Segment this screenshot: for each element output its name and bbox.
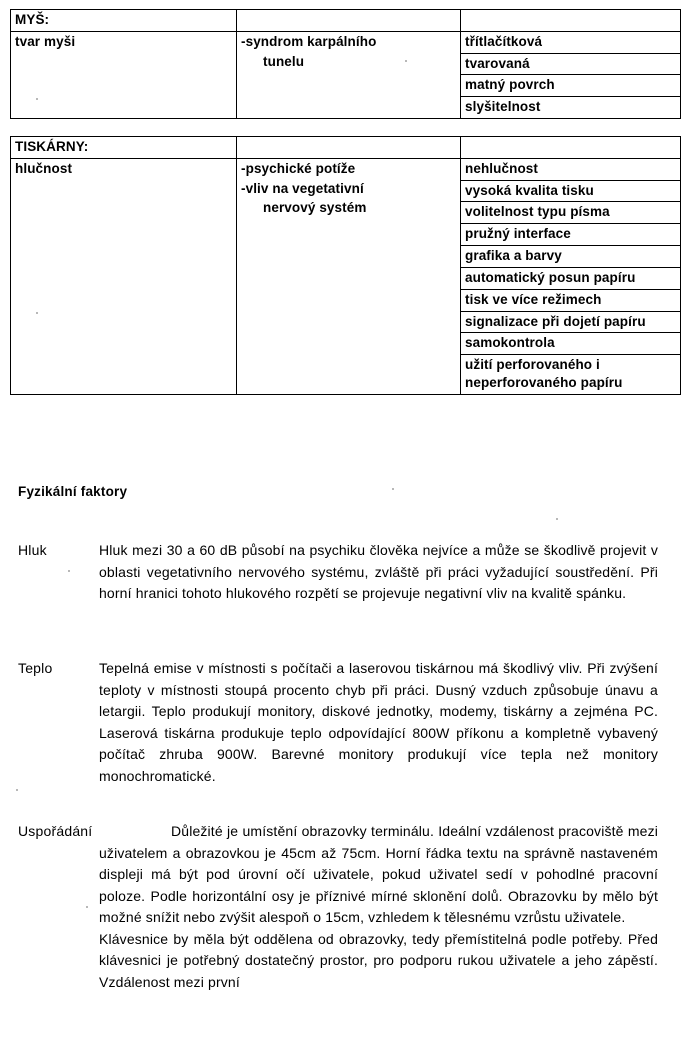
scan-speck: [16, 789, 18, 791]
mys-header-blank-effects: [237, 10, 461, 32]
paragraph-text-continued: Klávesnice by měla být oddělena od obrazovky, tedy přemístitelná podle potřeby. Před klávesnici je potřebný dostatečný prostor, pro podporu rukou uživatele a jeho zápěstí. Vzdálenost mezi první: [99, 930, 658, 990]
tiskarny-effect-item: -vliv na vegetativní: [241, 180, 364, 196]
mys-effects-cell: [237, 31, 461, 118]
tiskarny-feature-item: grafika a barvy: [461, 246, 681, 268]
paragraph-label-teplo: Teplo: [18, 660, 53, 676]
mys-feature-item: slyšitelnost: [461, 97, 681, 119]
paragraph-body-hluk: [99, 540, 658, 605]
tiskarny-feature-item: samokontrola: [461, 333, 681, 355]
scan-speck: [36, 312, 38, 314]
tiskarny-feature-item: vysoká kvalita tisku: [461, 180, 681, 202]
mys-risk-cell: tvar myši: [11, 31, 237, 118]
mys-effect-item: -syndrom karpálního: [241, 33, 377, 49]
scan-speck: [36, 98, 38, 100]
tiskarny-feature-item: volitelnost typu písma: [461, 202, 681, 224]
table-row: [11, 137, 681, 159]
paragraph-text: Důležité je umístění obrazovky terminálu. Ideální vzdálenost pracoviště mezi uživatelem a obrazovkou je 45cm až 75cm. Horní řádka textu na správně nastaveném displeji má být pod úrovní očí uživatele, pokud uživatel sedí v pohodlné pracovní poloze. Podle horizontální osy je příznivé mírné sklonění dolů. Obrazovku by mělo být možné snížit nebo zvýšit alespoň o 15cm, vzhledem k tělesnému vzrůstu uživatele.: [99, 823, 658, 925]
mys-category-label: MYŠ:: [11, 10, 237, 32]
mys-effect-item-cont: tunelu: [263, 53, 305, 69]
table-row: [11, 31, 681, 53]
table-row: [11, 10, 681, 32]
paragraph-body-teplo: [99, 658, 658, 787]
mys-feature-item: matný povrch: [461, 75, 681, 97]
tiskarny-feature-item: signalizace při dojetí papíru: [461, 311, 681, 333]
paragraph-body-usporadani: [99, 821, 658, 993]
scan-speck: [556, 518, 558, 520]
tiskarny-category-label: TISKÁRNY:: [11, 137, 237, 159]
scan-speck: [68, 570, 70, 572]
scan-speck: [405, 60, 407, 62]
paragraph-hluk: [18, 540, 658, 605]
paragraph-usporadani: [18, 821, 658, 993]
tiskarny-effect-item: -psychické potíže: [241, 160, 356, 176]
mys-header-blank-features: [461, 10, 681, 32]
scan-speck: [86, 906, 88, 908]
tiskarny-risk-cell: hlučnost: [11, 158, 237, 394]
paragraph-text: Hluk mezi 30 a 60 dB působí na psychiku člověka nejvíce a může se škodlivě projevit v oblasti vegetativního nervového systému, zvláště při práci vyžadující soustředění. Při horní hranici tohoto hlukového rozpětí se projevuje negativní vliv na kvalitě spánku.: [99, 542, 658, 601]
tiskarny-feature-item: pružný interface: [461, 224, 681, 246]
scan-speck: [392, 488, 394, 490]
paragraph-label-usporadani: Uspořádání: [18, 823, 93, 839]
tiskarny-header-blank-features: [461, 137, 681, 159]
paragraph-text: Tepelná emise v místnosti s počítači a laserovou tiskárnou má škodlivý vliv. Při zvýšení teploty v místnosti stoupá procento chyb při práci. Dusný vzduch způsobuje únavu a letargii. Teplo produkují monitory, diskové jednotky, modemy, tiskárny a zejména PC. Laserová tiskárna produkuje teplo odpovídající 800W příkonu a kompletně vybavený počítač zhruba 900W. Barevné monitory produkují více tepla než monitory monochromatické.: [99, 660, 658, 784]
tiskarny-feature-item: automatický posun papíru: [461, 267, 681, 289]
paragraph-teplo: [18, 658, 658, 787]
tiskarny-feature-item: užití perforovaného i neperforovaného papíru: [461, 355, 681, 395]
paragraph-label-hluk: Hluk: [18, 542, 47, 558]
tiskarny-header-blank-effects: [237, 137, 461, 159]
section-heading-fyzikalni-faktory: Fyzikální faktory: [18, 484, 128, 499]
tiskarny-table: [10, 136, 681, 395]
table-row: [11, 158, 681, 180]
mys-feature-item: třítlačítková: [461, 31, 681, 53]
tiskarny-effects-cell: [237, 158, 461, 394]
tiskarny-effect-item-cont: nervový systém: [263, 200, 367, 216]
mys-table: [10, 9, 681, 119]
tiskarny-feature-item: tisk ve více režimech: [461, 289, 681, 311]
tiskarny-feature-item: nehlučnost: [461, 158, 681, 180]
mys-feature-item: tvarovaná: [461, 53, 681, 75]
